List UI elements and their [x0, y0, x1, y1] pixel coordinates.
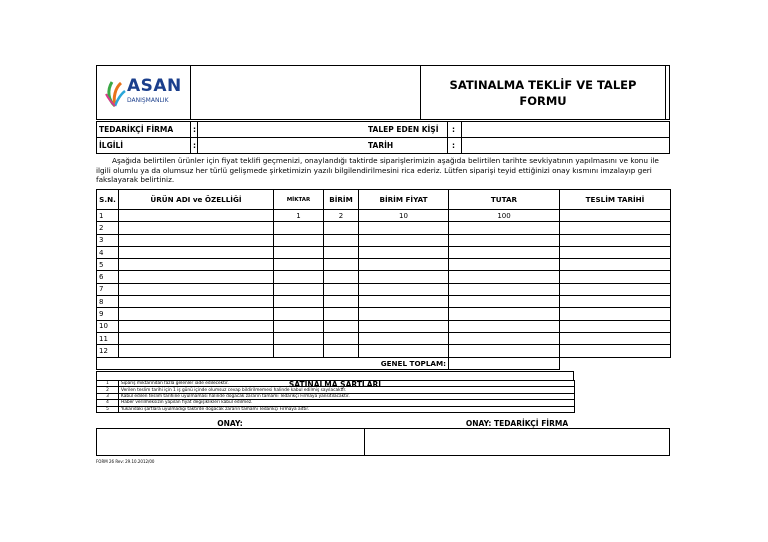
- cell-total[interactable]: [449, 246, 560, 258]
- form-header: [96, 65, 670, 120]
- cell-unit-price[interactable]: [359, 222, 449, 234]
- terms-item-text: Sipariş miktarından fazla gelenler iade edilecektir.: [119, 381, 575, 387]
- cell-sn: 3: [97, 234, 119, 246]
- col-header-sn: S.N.: [97, 190, 119, 210]
- supplier-value-field[interactable]: [197, 122, 362, 137]
- cell-product[interactable]: [119, 296, 274, 308]
- table-row: [97, 320, 671, 332]
- terms-item-number: 2: [97, 387, 119, 393]
- cell-delivery-date[interactable]: [560, 246, 671, 258]
- cell-total[interactable]: [449, 320, 560, 332]
- col-header-total: TUTAR: [449, 190, 560, 210]
- approval-left-signature-box[interactable]: [96, 428, 365, 456]
- cell-product[interactable]: [119, 345, 274, 357]
- cell-total[interactable]: [449, 345, 560, 357]
- cell-quantity[interactable]: [274, 332, 324, 344]
- requester-colon-cell: [447, 122, 448, 137]
- header-right-cell: [665, 66, 670, 119]
- date-label: TARİH: [368, 141, 394, 150]
- terms-item: [97, 406, 575, 412]
- cell-unit-price[interactable]: [359, 271, 449, 283]
- cell-unit-price[interactable]: [359, 246, 449, 258]
- cell-delivery-date[interactable]: [560, 259, 671, 271]
- table-row: [97, 296, 671, 308]
- date-colon: :: [452, 141, 455, 150]
- grand-total-label: GENEL TOPLAM:: [97, 357, 449, 369]
- cell-product[interactable]: [119, 234, 274, 246]
- cell-unit[interactable]: [324, 259, 359, 271]
- terms-title-text: SATINALMA ŞARTLARI: [288, 380, 382, 389]
- cell-delivery-date[interactable]: [560, 296, 671, 308]
- cell-quantity[interactable]: [274, 308, 324, 320]
- title-cell: [420, 66, 665, 119]
- cell-unit[interactable]: [324, 271, 359, 283]
- cell-unit[interactable]: [324, 296, 359, 308]
- cell-product[interactable]: [119, 320, 274, 332]
- terms-item-text: Verilen teslim tarihi için 1 iş günü içinde olumsuz cevap bildirilmemesi halinde kabul edilmiş sayılacaktır.: [119, 387, 575, 393]
- cell-delivery-date[interactable]: [560, 332, 671, 344]
- terms-item-number: 4: [97, 400, 119, 406]
- cell-unit[interactable]: [324, 308, 359, 320]
- approval-right-signature-box[interactable]: [364, 428, 670, 456]
- cell-quantity[interactable]: [274, 234, 324, 246]
- cell-unit-price[interactable]: [359, 320, 449, 332]
- terms-item-number: 5: [97, 406, 119, 412]
- table-row: [97, 345, 671, 357]
- cell-unit[interactable]: [324, 246, 359, 258]
- cell-quantity[interactable]: [274, 246, 324, 258]
- requester-label: TALEP EDEN KİŞİ: [368, 125, 439, 134]
- grand-total-spacer: [560, 357, 671, 369]
- cell-unit[interactable]: [324, 320, 359, 332]
- cell-product[interactable]: [119, 271, 274, 283]
- col-header-product: ÜRÜN ADI ve ÖZELLİĞİ: [119, 190, 274, 210]
- cell-product[interactable]: [119, 308, 274, 320]
- col-header-unit: BİRİM: [324, 190, 359, 210]
- table-row: [97, 308, 671, 320]
- related-colon: :: [193, 141, 196, 150]
- cell-unit-price[interactable]: [359, 259, 449, 271]
- form-title-line2: FORMU: [519, 94, 567, 108]
- supplier-colon-cell: [190, 122, 191, 137]
- requester-colon: :: [452, 125, 455, 134]
- terms-item-text: Yukarıdaki şartlara uyulmadığı taktirde doğacak zararın tamamı Tedarikçi Firmaya aittir.: [119, 406, 575, 412]
- logo-name: ASAN: [127, 76, 182, 96]
- cell-total[interactable]: [449, 332, 560, 344]
- cell-sn: 11: [97, 332, 119, 344]
- cell-unit-price[interactable]: [359, 296, 449, 308]
- cell-delivery-date[interactable]: [560, 271, 671, 283]
- form-code: FORM 26 Rev: 29.10.2012/00: [96, 459, 155, 464]
- cell-product[interactable]: [119, 222, 274, 234]
- supplier-colon: :: [193, 125, 196, 134]
- table-row: [97, 283, 671, 295]
- cell-delivery-date[interactable]: [560, 210, 671, 222]
- cell-sn: 6: [97, 271, 119, 283]
- cell-product[interactable]: [119, 332, 274, 344]
- cell-quantity[interactable]: [274, 345, 324, 357]
- cell-sn: 1: [97, 210, 119, 222]
- logo-subtitle: DANIŞMANLIK: [127, 97, 169, 104]
- cell-unit-price[interactable]: [359, 345, 449, 357]
- cell-unit[interactable]: [324, 222, 359, 234]
- cell-unit[interactable]: 2: [324, 210, 359, 222]
- cell-sn: 10: [97, 320, 119, 332]
- terms-table: [96, 380, 575, 413]
- cell-unit-price[interactable]: [359, 283, 449, 295]
- table-row: [97, 332, 671, 344]
- supplier-label: TEDARİKÇİ FİRMA: [99, 125, 174, 134]
- cell-total[interactable]: [449, 234, 560, 246]
- cell-sn: 12: [97, 345, 119, 357]
- cell-unit-price[interactable]: [359, 332, 449, 344]
- related-value-field[interactable]: [197, 138, 362, 153]
- cell-total[interactable]: [449, 271, 560, 283]
- table-row: [97, 222, 671, 234]
- cell-unit[interactable]: [324, 283, 359, 295]
- intro-paragraph: Aşağıda belirtilen ürünler için fiyat teklifi geçmenizi, onaylandığı taktirde siparişlerimizin aşağıda belirtilen tarihte sevkiyatının yapılmasını ve konu ile ilgili olumlu ya da olumsuz her türlü gelişmede şirketimizin yazılı bilgilendirilmesini rica ederiz. Lütfen siparişi teyid ettiğinizi onay kısmını imzalayıp geri fakslayarak belirtiniz.: [96, 156, 659, 185]
- related-label: İLGİLİ: [99, 141, 124, 150]
- cell-quantity[interactable]: [274, 283, 324, 295]
- terms-item-number: 3: [97, 393, 119, 399]
- cell-sn: 5: [97, 259, 119, 271]
- cell-product[interactable]: [119, 283, 274, 295]
- terms-item-text: Kabul edilen teslim tarihine uyulmaması halinde doğacak zararın tamamı Tedarikçi Firmaya yansıtılacaktır.: [119, 393, 575, 399]
- cell-unit-price[interactable]: [359, 308, 449, 320]
- cell-unit-price[interactable]: [359, 234, 449, 246]
- col-header-delivery-date: TESLİM TARİHİ: [560, 190, 671, 210]
- cell-delivery-date[interactable]: [560, 308, 671, 320]
- cell-unit[interactable]: [324, 345, 359, 357]
- cell-sn: 2: [97, 222, 119, 234]
- cell-quantity[interactable]: [274, 259, 324, 271]
- related-colon-cell: [190, 138, 191, 153]
- logo-mark-icon: [104, 78, 126, 108]
- cell-sn: 4: [97, 246, 119, 258]
- approval-left-label: ONAY:: [217, 419, 243, 428]
- cell-total[interactable]: [449, 308, 560, 320]
- cell-total[interactable]: [449, 259, 560, 271]
- cell-product[interactable]: [119, 246, 274, 258]
- product-table: [96, 189, 671, 370]
- table-row: [97, 210, 671, 222]
- cell-unit[interactable]: [324, 332, 359, 344]
- grand-total-row: [97, 357, 671, 369]
- table-row: [97, 271, 671, 283]
- date-colon-cell: [447, 138, 448, 153]
- col-header-unit-price: BİRİM FİYAT: [359, 190, 449, 210]
- table-row: [97, 234, 671, 246]
- cell-quantity[interactable]: [274, 320, 324, 332]
- info-row-2: [96, 137, 670, 154]
- cell-sn: 9: [97, 308, 119, 320]
- cell-sn: 7: [97, 283, 119, 295]
- terms-item-text: Haber verilmeksizin yapılan fiyat değişiklikleri kabul edilmez.: [119, 400, 575, 406]
- approval-right-label: ONAY: TEDARİKÇİ FİRMA: [465, 419, 569, 428]
- requester-value-field[interactable]: [461, 122, 669, 137]
- logo-cell: [97, 66, 190, 119]
- cell-product[interactable]: [119, 259, 274, 271]
- cell-delivery-date[interactable]: [560, 320, 671, 332]
- cell-total[interactable]: [449, 296, 560, 308]
- cell-delivery-date[interactable]: [560, 222, 671, 234]
- cell-unit-price[interactable]: 10: [359, 210, 449, 222]
- cell-delivery-date[interactable]: [560, 234, 671, 246]
- cell-quantity[interactable]: [274, 271, 324, 283]
- cell-unit[interactable]: [324, 234, 359, 246]
- grand-total-value[interactable]: [449, 357, 560, 369]
- cell-quantity[interactable]: 1: [274, 210, 324, 222]
- table-row: [97, 259, 671, 271]
- cell-delivery-date[interactable]: [560, 283, 671, 295]
- cell-sn: 8: [97, 296, 119, 308]
- form-title-line1: SATINALMA TEKLİF VE TALEP: [449, 78, 637, 92]
- date-value-field[interactable]: [461, 138, 669, 153]
- cell-quantity[interactable]: [274, 222, 324, 234]
- cell-total[interactable]: 100: [449, 210, 560, 222]
- table-header-row: [97, 190, 671, 210]
- cell-quantity[interactable]: [274, 296, 324, 308]
- info-row-1: [96, 121, 670, 138]
- col-header-quantity: MİKTAR: [274, 190, 324, 210]
- cell-total[interactable]: [449, 283, 560, 295]
- cell-product[interactable]: [119, 210, 274, 222]
- cell-total[interactable]: [449, 222, 560, 234]
- terms-item-number: 1: [97, 381, 119, 387]
- cell-delivery-date[interactable]: [560, 345, 671, 357]
- header-spacer-cell: [190, 66, 420, 119]
- table-row: [97, 246, 671, 258]
